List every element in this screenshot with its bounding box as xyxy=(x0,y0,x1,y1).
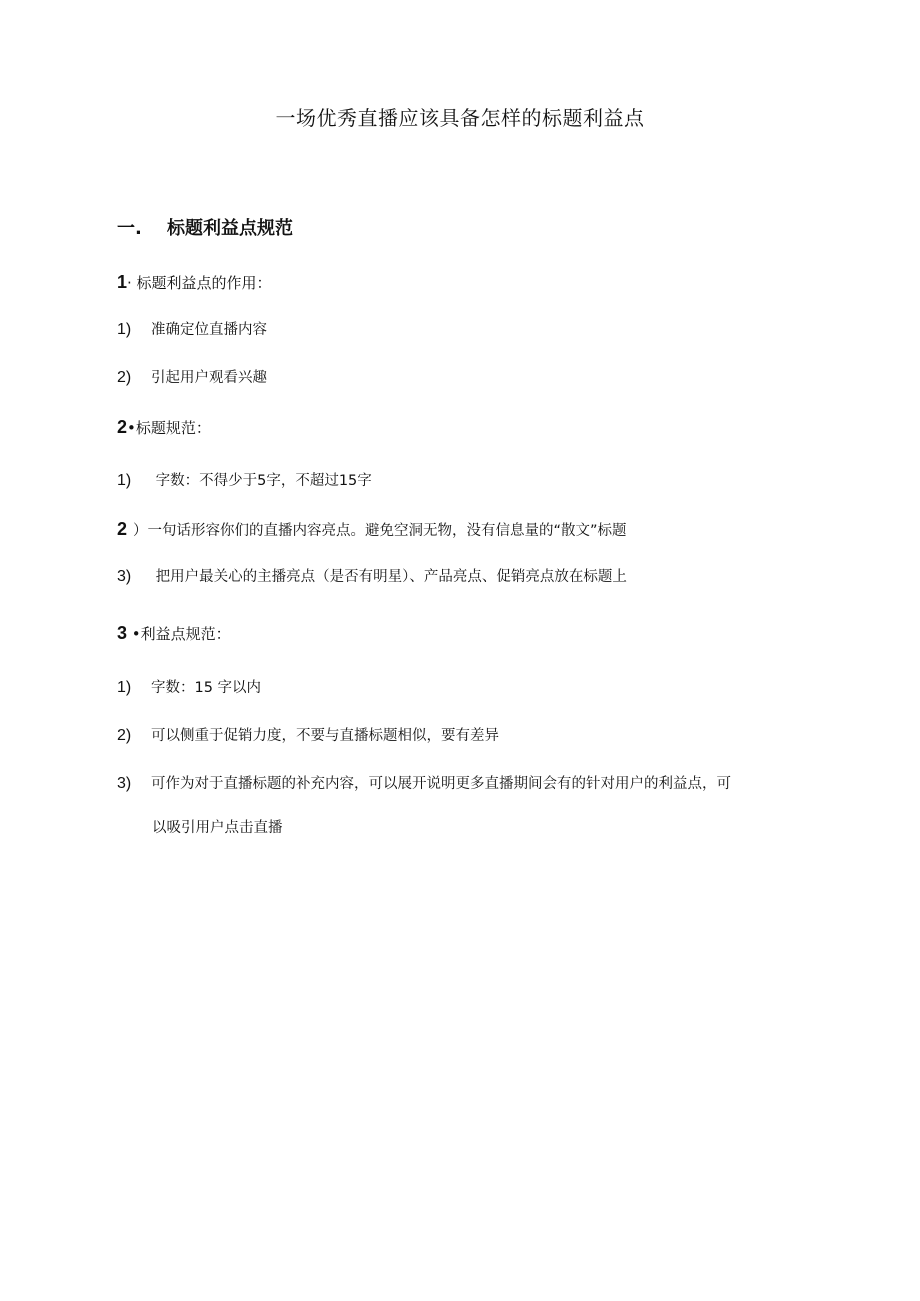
list-item-text: 准确定位直播内容 xyxy=(151,322,267,338)
list-item-number: 3) xyxy=(117,775,132,792)
subsection-2-label: •标题规范： xyxy=(127,419,211,437)
list-item-number: 1) xyxy=(117,472,132,489)
list-item-number: 2 xyxy=(117,519,128,539)
subsection-3-label: •利益点规范： xyxy=(127,625,231,643)
list-item-text: 可以侧重于促销力度，不要与直播标题相似，要有差异 xyxy=(151,728,499,744)
list-item xyxy=(117,774,731,794)
subsection-1-number: 1 xyxy=(117,272,128,292)
list-item xyxy=(117,368,267,388)
list-item-text: 可作为对于直播标题的补充内容，可以展开说明更多直播期间会有的针对用户的利益点，可 xyxy=(151,776,731,792)
section-title: 标题利益点规范 xyxy=(167,218,293,239)
subsection-1-label: · 标题利益点的作用： xyxy=(127,274,272,292)
list-item-number: 2) xyxy=(117,727,132,744)
list-item-number: 3) xyxy=(117,568,132,585)
document-title: 一场优秀直播应该具备怎样的标题利益点 xyxy=(275,106,645,130)
list-item-text: 引起用户观看兴趣 xyxy=(151,370,267,386)
list-item xyxy=(117,471,372,491)
list-item xyxy=(117,678,261,698)
list-item xyxy=(117,519,627,541)
section-heading xyxy=(117,214,293,240)
subsection-3-number: 3 xyxy=(117,623,128,643)
subsection-2-heading xyxy=(117,417,211,438)
list-item-text: 字数：15 字以内 xyxy=(151,680,262,696)
list-item-text: ）一句话形容你们的直播内容亮点。避免空洞无物，没有信息量的“散文”标题 xyxy=(133,523,627,539)
section-number: 一. xyxy=(117,218,142,239)
subsection-2-number: 2 xyxy=(117,417,128,437)
list-item-number: 2) xyxy=(117,369,132,386)
subsection-3-heading xyxy=(117,623,231,644)
list-item-number: 1) xyxy=(117,321,132,338)
list-item-text: 把用户最关心的主播亮点（是否有明星）、产品亮点、促销亮点放在标题上 xyxy=(151,569,627,585)
list-item xyxy=(117,726,499,746)
list-item xyxy=(117,320,267,340)
list-item-continuation: 以吸引用户点击直播 xyxy=(152,820,283,836)
subsection-1-heading xyxy=(117,272,272,293)
list-item xyxy=(117,567,627,587)
list-item-number: 1) xyxy=(117,679,132,696)
list-item-text: 字数：不得少于5字，不超过15字 xyxy=(151,473,372,489)
